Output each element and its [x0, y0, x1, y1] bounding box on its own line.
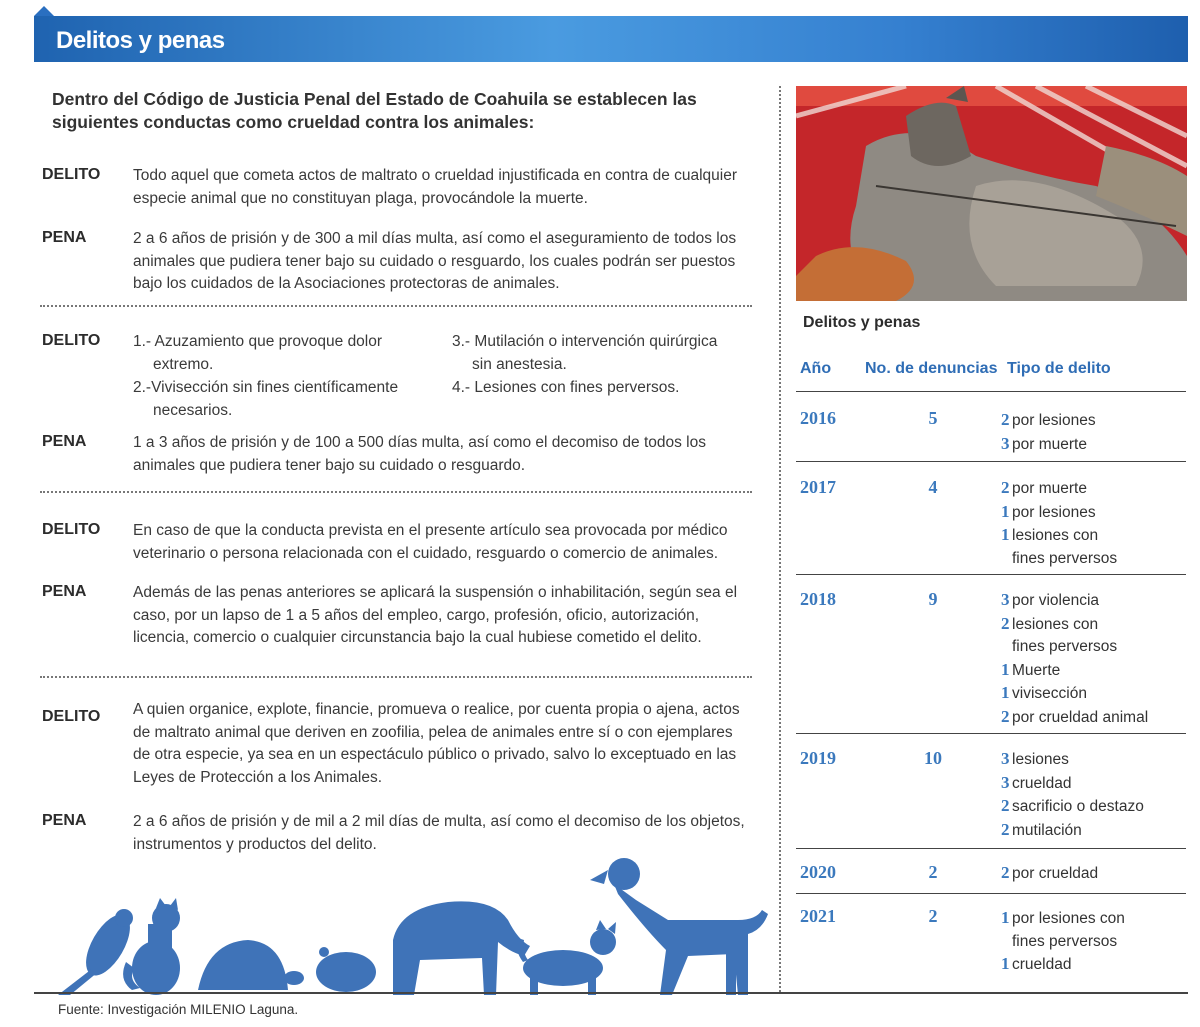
- column-header-type: Tipo de delito: [1007, 360, 1111, 377]
- table-rule: [796, 848, 1186, 849]
- item-number: 1.-: [133, 333, 152, 350]
- type-count: 2: [1001, 706, 1010, 726]
- type-label: crueldad: [1012, 774, 1072, 792]
- type-count: 2: [1001, 410, 1010, 429]
- row-count: 9: [928, 589, 938, 609]
- type-count: 3: [1001, 772, 1010, 792]
- type-label-cont: fines perversos: [1012, 932, 1118, 950]
- type-count: 1: [1001, 683, 1010, 702]
- row-year: 2017: [800, 477, 836, 497]
- type-label: lesiones: [1012, 751, 1069, 768]
- list-item: [133, 331, 443, 376]
- type-count: 1: [1001, 525, 1010, 544]
- item-number: 2.-: [133, 379, 152, 396]
- intro-text: Dentro del Código de Justicia Penal del Estado de Coahuila se establecen las siguientes conductas como crueldad contra los animales:: [52, 89, 697, 132]
- row-types: [1001, 748, 1186, 842]
- donkeys-in-truck-photo: [796, 86, 1187, 301]
- type-count: 1: [1001, 659, 1010, 679]
- pena-text: 1 a 3 años de prisión y de 100 a 500 días multa, así como el decomiso de todos los animales que pudiera tener bajo su cuidado o resguardo.: [133, 434, 706, 474]
- item-number: 4.-: [452, 379, 471, 396]
- bottom-rule: [34, 992, 1188, 994]
- type-label: por muerte: [1012, 480, 1087, 497]
- type-count: 2: [1001, 863, 1010, 882]
- type-count: 3: [1001, 749, 1010, 768]
- row-types: [1001, 409, 1186, 456]
- item-text: Vivisección sin fines científicamente: [151, 379, 399, 396]
- type-count: 2: [1001, 613, 1010, 633]
- pena-label: PENA: [42, 812, 87, 829]
- type-label: vivisección: [1012, 685, 1087, 702]
- type-label: por violencia: [1012, 592, 1100, 609]
- hamster-icon: [316, 947, 376, 992]
- kitten-icon: [517, 920, 616, 995]
- row-year: 2018: [800, 589, 836, 609]
- type-count: 2: [1001, 796, 1010, 815]
- type-entry: [1001, 772, 1186, 796]
- type-count: 3: [1001, 590, 1010, 609]
- type-entry: [1001, 409, 1186, 433]
- row-count: 2: [928, 906, 938, 926]
- dog-icon: [590, 858, 768, 995]
- item-text-cont: sin anestesia.: [472, 355, 567, 373]
- type-entry: [1001, 501, 1186, 525]
- type-label: crueldad: [1012, 956, 1072, 973]
- page-title: Delitos y penas: [56, 27, 225, 54]
- item-number: 3.-: [452, 333, 471, 350]
- pena-label: PENA: [42, 229, 87, 246]
- table-rule: [796, 893, 1186, 894]
- type-label: por lesiones: [1012, 412, 1096, 429]
- column-header-count: No. de denuncias: [865, 360, 998, 377]
- list-item: [133, 377, 443, 422]
- type-entry: [1001, 819, 1186, 843]
- delito-text: En caso de que la conducta prevista en el presente artículo sea provocada por médico veterinario o persona relacionada con el cuidado, resguardo o comercio de animales.: [133, 522, 728, 562]
- type-label: por muerte: [1012, 435, 1087, 453]
- tortoise-icon: [198, 940, 304, 990]
- item-text: Azuzamiento que provoque dolor: [154, 333, 383, 350]
- type-label-cont: fines perversos: [1012, 549, 1118, 567]
- list-item: [452, 377, 752, 400]
- delito-label: DELITO: [42, 166, 101, 183]
- type-entry: [1001, 748, 1186, 772]
- row-year: 2016: [800, 408, 836, 428]
- type-label: mutilación: [1012, 821, 1082, 839]
- type-label: por lesiones con: [1012, 910, 1125, 927]
- row-types: [1001, 589, 1186, 729]
- horse-icon: [393, 901, 530, 995]
- column-header-year: Año: [800, 360, 832, 377]
- type-label-cont: fines perversos: [1012, 638, 1118, 655]
- type-entry: [1001, 659, 1186, 683]
- type-label: lesiones con: [1012, 615, 1099, 633]
- row-count: 10: [924, 748, 942, 768]
- pena-label: PENA: [42, 433, 87, 450]
- type-count: 1: [1001, 501, 1010, 521]
- pena-label: PENA: [42, 583, 87, 600]
- table-title: Delitos y penas: [803, 314, 921, 331]
- divider: [40, 676, 752, 678]
- type-label: Muerte: [1012, 661, 1061, 679]
- type-entry: [1001, 589, 1186, 613]
- delito-text: A quien organice, explote, financie, promueva o realice, por cuenta propia o ajena, actos de maltrato animal que deriven en zoofilia, pelea de animales entre sí o con ejemplares de otra especie, ya sea en un espectáculo público o privado, salvo lo exceptuado en las Leyes de Protección a los Animales.: [133, 701, 740, 786]
- item-text: Lesiones con fines perversos.: [474, 379, 680, 396]
- type-entry: [1001, 953, 1186, 977]
- delito-label: DELITO: [42, 708, 101, 725]
- type-entry: [1001, 524, 1186, 570]
- row-types: [1001, 907, 1186, 977]
- type-entry: [1001, 433, 1186, 457]
- type-count: 1: [1001, 954, 1010, 973]
- type-label: por lesiones: [1012, 503, 1096, 521]
- list-item: [452, 331, 752, 376]
- type-entry: [1001, 682, 1186, 706]
- type-label: por crueldad: [1012, 865, 1099, 882]
- source-note: Fuente: Investigación MILENIO Laguna.: [58, 1002, 299, 1017]
- pena-text: 2 a 6 años de prisión y de mil a 2 mil días de multa, así como el decomiso de los objetos, instrumentos y productos del delito.: [133, 813, 745, 853]
- item-text-cont: extremo.: [153, 355, 214, 373]
- table-rule: [796, 733, 1186, 734]
- type-label: por crueldad animal: [1012, 708, 1149, 726]
- row-count: 2: [928, 862, 938, 882]
- item-text-cont: necesarios.: [153, 401, 233, 419]
- row-year: 2021: [800, 906, 836, 926]
- table-rule: [796, 391, 1186, 392]
- row-year: 2019: [800, 748, 836, 768]
- divider: [40, 305, 752, 307]
- divider: [40, 491, 752, 493]
- type-entry: [1001, 477, 1186, 501]
- type-count: 2: [1001, 819, 1010, 839]
- column-divider: [779, 86, 781, 992]
- type-entry: [1001, 795, 1186, 819]
- table-rule: [796, 574, 1186, 575]
- type-entry: [1001, 706, 1186, 730]
- type-label: sacrificio o destazo: [1012, 798, 1144, 815]
- table-rule: [796, 461, 1186, 462]
- row-count: 4: [928, 477, 938, 497]
- type-label: lesiones con: [1012, 527, 1099, 544]
- delito-label: DELITO: [42, 521, 101, 538]
- pena-text: 2 a 6 años de prisión y de 300 a mil días multa, así como el aseguramiento de todos los animales que pudiera tener bajo su cuidado o resguardo, los cuales podrán ser puestos bajo los cuidados de la Asociaciones protectoras de animales.: [133, 230, 737, 292]
- row-year: 2020: [800, 862, 836, 882]
- type-entry: [1001, 613, 1186, 659]
- type-count: 3: [1001, 433, 1010, 453]
- pena-text: Además de las penas anteriores se aplicará la suspensión o inhabilitación, según sea el caso, por un lapso de 1 a 5 años del empleo, cargo, profesión, oficio, autorización, licencia, comercio o cualquier circunstancia bajo la cual hubiese cometido el delito.: [133, 584, 738, 646]
- type-entry: [1001, 862, 1186, 886]
- item-text: Mutilación o intervención quirúrgica: [474, 333, 718, 350]
- animal-silhouettes-illustration: [48, 850, 778, 995]
- row-types: [1001, 477, 1186, 570]
- delito-label: DELITO: [42, 332, 101, 349]
- type-count: 2: [1001, 478, 1010, 497]
- delito-text: Todo aquel que cometa actos de maltrato o crueldad injustificada en contra de cualquier especie animal que no constituyan plaga, provocándole la muerte.: [133, 167, 738, 207]
- row-types: [1001, 862, 1186, 886]
- type-count: 1: [1001, 908, 1010, 927]
- row-count: 5: [928, 408, 938, 428]
- cat-icon: [123, 898, 180, 995]
- type-entry: [1001, 907, 1186, 953]
- header-notch: [34, 6, 54, 16]
